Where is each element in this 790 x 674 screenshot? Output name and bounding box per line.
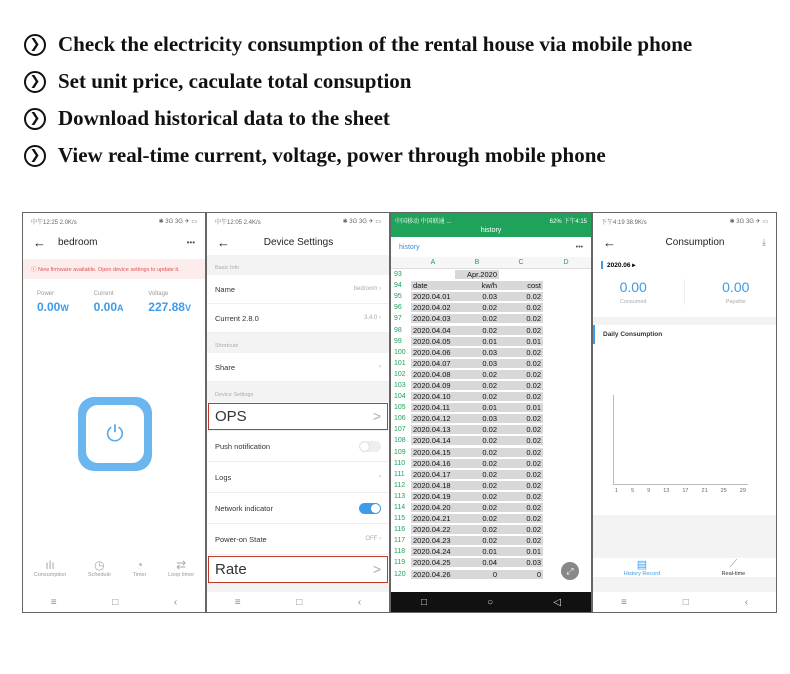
sheet-cell[interactable]: 0.02 <box>455 448 499 457</box>
current-metric <box>94 291 124 314</box>
row-number: 116 <box>394 526 406 534</box>
system-nav <box>207 592 389 612</box>
ops-row[interactable] <box>207 402 389 431</box>
tab-timer[interactable] <box>133 558 147 578</box>
tab-label: Loop timer <box>168 572 195 578</box>
bottom-tabs <box>23 558 205 578</box>
row-label: Network indicator <box>215 503 273 513</box>
sheet-cell[interactable]: 2020.04.21 <box>411 514 455 523</box>
sheet-cell[interactable]: 2020.04.03 <box>411 314 455 323</box>
row-number: 96 <box>394 304 402 312</box>
push-notification-toggle[interactable] <box>359 441 381 452</box>
column-header[interactable]: A <box>430 259 436 266</box>
sheet-cell[interactable]: kw/h <box>455 281 499 290</box>
tab-label: History Record <box>623 571 661 577</box>
row-number: 114 <box>394 504 406 512</box>
status-bar <box>593 213 776 229</box>
column-header[interactable]: C <box>518 259 524 266</box>
status-icons: ✱ 3G 3G ✈ ▭ <box>729 218 768 225</box>
status-time: 中午12:25 2.0K/s <box>31 219 77 226</box>
download-icon[interactable]: ⤓ <box>762 236 766 247</box>
back-icon[interactable]: ‹ <box>744 596 749 608</box>
sheet-cell[interactable]: 2020.04.19 <box>411 492 455 501</box>
sheet-cell[interactable]: 0.02 <box>455 303 499 312</box>
page-title: Consumption <box>665 236 725 248</box>
sheet-cell[interactable]: 0.03 <box>455 348 499 357</box>
system-nav <box>593 592 776 612</box>
phone-screen-consumption <box>592 212 777 613</box>
name-row[interactable] <box>207 275 389 304</box>
page-title: bedroom <box>58 236 98 248</box>
row-number: 100 <box>394 348 406 356</box>
more-icon[interactable]: ••• <box>575 243 583 251</box>
sheet-cell[interactable]: 2020.04.14 <box>411 436 455 445</box>
sheet-cell[interactable]: 2020.04.08 <box>411 370 455 379</box>
sheet-cell[interactable]: 2020.04.17 <box>411 470 455 479</box>
recent-apps-icon[interactable]: □ <box>421 596 428 608</box>
banner-text: New firmware available. Open device settings to update it. <box>38 267 180 273</box>
tab-consumption[interactable] <box>34 558 66 578</box>
tab-label: Real-time <box>721 571 746 577</box>
logs-row[interactable] <box>207 462 389 493</box>
consumption-values <box>601 269 768 311</box>
section-device-settings: Device Settings <box>215 392 254 398</box>
back-icon[interactable]: ‹ <box>173 596 178 608</box>
row-number: 120 <box>394 570 406 578</box>
sheet-cell[interactable]: 2020.04.04 <box>411 326 455 335</box>
row-number: 101 <box>394 359 406 367</box>
chart-title: Daily Consumption <box>593 325 776 344</box>
sheet-row <box>391 336 591 347</box>
sheet-cell[interactable]: 0.02 <box>499 326 543 335</box>
sheet-cell[interactable]: 0.02 <box>499 370 543 379</box>
back-arrow-icon[interactable]: ← <box>603 234 616 250</box>
column-header[interactable]: D <box>563 259 569 266</box>
row-number: 102 <box>394 370 406 378</box>
payable-label: Payable <box>725 299 746 305</box>
sheet-cell[interactable]: 2020.04.07 <box>411 359 455 368</box>
row-number: 97 <box>394 315 402 323</box>
sheet-row <box>391 402 591 413</box>
row-label: Power-on State <box>215 534 267 544</box>
consumed-value: 0.00 <box>619 279 647 295</box>
status-bar <box>23 213 205 229</box>
sheet-row <box>391 535 591 546</box>
chevron-right-icon: ❯ <box>24 71 46 93</box>
sheet-cell[interactable]: 2020.04.01 <box>411 292 455 301</box>
menu-icon[interactable]: ≡ <box>234 596 241 608</box>
sheet-cell[interactable]: 2020.04.12 <box>411 414 455 423</box>
sheet-cell[interactable]: 0.02 <box>499 459 543 468</box>
system-nav <box>23 592 205 612</box>
sheet-cell[interactable]: 0.02 <box>499 470 543 479</box>
chevron-right-icon: ❯ <box>24 108 46 130</box>
sheet-row <box>391 469 591 480</box>
expand-icon[interactable]: ⤢ <box>561 562 579 580</box>
sheet-cell[interactable]: 0.02 <box>455 503 499 512</box>
tab-loop-timer[interactable] <box>168 558 194 578</box>
menu-icon[interactable]: ≡ <box>620 596 627 608</box>
sheet-grid <box>391 269 591 592</box>
row-number: 110 <box>394 459 406 467</box>
row-number: 99 <box>394 337 402 345</box>
sheet-row <box>391 546 591 557</box>
sheet-row <box>391 502 591 513</box>
sheet-row <box>391 280 591 291</box>
sheet-row <box>391 447 591 458</box>
status-bar <box>391 213 591 227</box>
current-version-row[interactable] <box>207 304 389 333</box>
section-basic-info: Basic Info <box>215 265 240 271</box>
sheet-row <box>391 413 591 424</box>
status-bar <box>207 213 389 229</box>
feature-item <box>24 32 692 57</box>
sheet-cell[interactable]: 2020.04.26 <box>411 570 455 579</box>
sheet-cell[interactable]: 2020.04.13 <box>411 425 455 434</box>
phone-screen-sheet <box>390 212 592 613</box>
sheet-cell[interactable]: 2020.04.20 <box>411 503 455 512</box>
share-row[interactable] <box>207 353 389 382</box>
sheet-cell[interactable]: 0.02 <box>499 514 543 523</box>
sheet-row <box>391 324 591 335</box>
sheet-cell[interactable]: 0.02 <box>499 414 543 423</box>
sheet-row <box>391 491 591 502</box>
sheet-cell[interactable]: 0.02 <box>499 359 543 368</box>
month-label: 2020.06 ▸ <box>607 262 636 269</box>
sheet-cell[interactable]: 0.03 <box>455 292 499 301</box>
sheet-row <box>391 424 591 435</box>
back-icon[interactable]: ◁ <box>553 596 561 608</box>
sheet-cell[interactable]: 0.02 <box>455 381 499 390</box>
feature-text: View real-time current, voltage, power through mobile phone <box>58 143 606 167</box>
sheet-cell[interactable]: 0.02 <box>499 314 543 323</box>
column-headers <box>391 257 591 269</box>
row-label: OPS <box>215 407 247 425</box>
network-indicator-row <box>207 493 389 524</box>
sheet-cell[interactable]: 0.02 <box>455 525 499 534</box>
x-tick-label: 9 <box>647 488 651 494</box>
sheet-cell[interactable]: 0.02 <box>499 436 543 445</box>
menu-icon[interactable]: ≡ <box>50 596 57 608</box>
phone-screen-device <box>22 212 206 613</box>
row-number: 118 <box>394 548 406 556</box>
tab-schedule[interactable] <box>88 558 111 578</box>
current-value: 0.00 <box>93 300 117 314</box>
month-selector[interactable] <box>601 261 768 269</box>
back-icon[interactable]: ‹ <box>357 596 362 608</box>
row-number: 109 <box>394 448 406 456</box>
row-number: 95 <box>394 293 402 301</box>
sheet-cell[interactable]: 2020.04.24 <box>411 547 455 556</box>
sheet-cell[interactable]: 0.03 <box>455 359 499 368</box>
payable-value: 0.00 <box>722 279 750 295</box>
sheet-cell[interactable]: 0 <box>499 570 543 579</box>
sheet-cell[interactable]: 0.02 <box>499 303 543 312</box>
row-number: 107 <box>394 426 406 434</box>
line-chart-icon: ⟋ <box>729 558 738 570</box>
sheet-cell[interactable]: 0.02 <box>455 470 499 479</box>
tab-label: Consumption <box>33 572 67 578</box>
section-shortcuts: Shortcuts <box>215 343 239 349</box>
alarm-icon: ◷ <box>94 558 105 572</box>
power-metric <box>37 291 69 314</box>
sheet-tab-row <box>391 237 591 257</box>
row-number: 93 <box>394 271 402 279</box>
consumed-block <box>620 279 647 305</box>
row-number: 104 <box>394 393 406 401</box>
chart-axis <box>613 395 748 485</box>
sheet-cell[interactable]: 0.02 <box>455 459 499 468</box>
tab-history-record[interactable] <box>624 558 660 577</box>
sheet-cell[interactable]: 2020.04.18 <box>411 481 455 490</box>
row-number: 94 <box>394 282 402 290</box>
row-number: 106 <box>394 415 406 423</box>
sheet-cell[interactable]: 0.02 <box>455 326 499 335</box>
chevron-right-icon: ❯ <box>24 145 46 167</box>
sheet-row <box>391 369 591 380</box>
sheet-row <box>391 480 591 491</box>
row-number: 98 <box>394 326 402 334</box>
sheet-cell[interactable]: 0.02 <box>455 514 499 523</box>
sheet-cell[interactable]: 0.04 <box>455 558 499 567</box>
row-number: 119 <box>394 559 406 567</box>
row-value: OFF <box>365 536 378 542</box>
sheet-cell[interactable]: 0.02 <box>455 425 499 434</box>
sheet-cell[interactable]: 0.01 <box>499 337 543 346</box>
payable-block <box>722 279 749 305</box>
status-time: 下午4:19 38.9K/s <box>601 219 647 226</box>
back-arrow-icon[interactable]: ← <box>217 234 230 250</box>
back-arrow-icon[interactable]: ← <box>33 234 46 250</box>
power-unit: W <box>60 303 69 313</box>
row-number: 105 <box>394 404 406 412</box>
row-number: 113 <box>394 492 406 500</box>
power-value: 0.00 <box>37 300 61 314</box>
sheet-cell[interactable]: 2020.04.23 <box>411 536 455 545</box>
x-ticks <box>615 488 746 494</box>
sheet-cell[interactable]: 0.01 <box>455 403 499 412</box>
row-number: 112 <box>394 481 406 489</box>
chevron-right-icon: › <box>379 364 381 370</box>
sheet-row <box>391 358 591 369</box>
x-tick-label: 1 <box>615 488 619 494</box>
status-time: 中午12:05 2.4K/s <box>215 219 261 226</box>
sheet-row <box>391 313 591 324</box>
rate-row[interactable] <box>207 555 389 584</box>
status-icons: ✱ 3G 3G ✈ ▭ <box>342 218 381 225</box>
feature-text: Check the electricity consumption of the rental house via mobile phone <box>58 32 693 56</box>
chevron-right-icon: › <box>379 536 381 542</box>
sheet-cell[interactable]: 2020.04.25 <box>411 558 455 567</box>
row-label: Rate <box>215 560 247 578</box>
power-toggle-button[interactable] <box>78 397 152 471</box>
push-notification-row <box>207 431 389 462</box>
sheet-cell[interactable]: 0.02 <box>455 436 499 445</box>
status-carriers: 中国移动 中国联通 ... <box>395 218 452 225</box>
app-bar <box>207 229 389 255</box>
sheet-row <box>391 391 591 402</box>
tab-label: Timer <box>132 572 147 578</box>
consumed-label: Consumed <box>619 299 647 305</box>
sheet-cell[interactable]: 0.02 <box>499 392 543 401</box>
chevron-right-icon: > <box>372 561 381 577</box>
firmware-banner[interactable] <box>23 259 205 279</box>
tab-label: Schedule <box>87 572 111 578</box>
tab-real-time[interactable] <box>722 558 746 577</box>
sheet-cell[interactable]: 0.02 <box>455 370 499 379</box>
voltage-label: Voltage <box>148 291 169 297</box>
sheet-cell[interactable]: 0.01 <box>455 337 499 346</box>
power-icon: ⏻ <box>86 405 144 463</box>
home-icon[interactable]: ○ <box>487 596 494 608</box>
current-unit: A <box>117 303 124 313</box>
row-value: bedroom <box>353 286 378 292</box>
feature-text: Download historical data to the sheet <box>58 106 390 130</box>
alert-icon: ⓘ <box>31 267 37 273</box>
row-label: Share <box>215 362 236 372</box>
row-number: 117 <box>394 537 406 545</box>
status-icons: ✱ 3G 3G ✈ ▭ <box>158 218 197 225</box>
sheet-row <box>391 291 591 302</box>
chevron-right-icon: › <box>379 474 381 480</box>
sheet-cell[interactable]: 0.02 <box>499 292 543 301</box>
x-tick-label: 21 <box>701 488 708 494</box>
sheet-cell[interactable]: 0.02 <box>499 492 543 501</box>
sheet-row <box>391 269 591 280</box>
home-icon[interactable]: □ <box>296 596 303 608</box>
sheet-cell[interactable]: 0.02 <box>455 481 499 490</box>
voltage-unit: V <box>184 303 191 313</box>
metrics-row <box>23 279 205 314</box>
row-value: 3.4.0 <box>363 315 378 321</box>
loop-icon: ⇄ <box>176 558 187 572</box>
sheet-cell[interactable]: 2020.04.09 <box>411 381 455 390</box>
sheet-row <box>391 435 591 446</box>
row-number: 115 <box>394 515 406 523</box>
sheet-cell[interactable]: 0.01 <box>499 547 543 556</box>
summary-card <box>593 255 776 317</box>
sheet-cell[interactable]: 0.01 <box>455 547 499 556</box>
sheet-cell[interactable]: 0.03 <box>455 414 499 423</box>
x-tick-label: 5 <box>631 488 635 494</box>
home-icon[interactable]: □ <box>112 596 119 608</box>
sheet-cell[interactable]: 0.02 <box>499 481 543 490</box>
sheet-row <box>391 302 591 313</box>
home-icon[interactable]: □ <box>682 596 689 608</box>
sheet-cell[interactable]: 0.02 <box>455 314 499 323</box>
row-label: Name <box>215 284 236 294</box>
sheet-cell[interactable]: 0.02 <box>499 448 543 457</box>
page-title: Device Settings <box>263 236 334 248</box>
timer-icon: ◔ <box>135 558 144 572</box>
daily-consumption-chart <box>593 325 776 515</box>
sheet-cell[interactable]: 0.02 <box>455 492 499 501</box>
chevron-right-icon: > <box>372 408 381 424</box>
voltage-metric <box>148 291 191 314</box>
column-header[interactable]: B <box>474 259 480 266</box>
row-number: 108 <box>394 437 406 445</box>
sheet-cell[interactable]: date <box>411 281 455 290</box>
row-label: Current 2.8.0 <box>215 313 259 323</box>
sheet-cell[interactable]: 0.02 <box>455 536 499 545</box>
sheet-cell[interactable]: cost <box>499 281 543 290</box>
sheet-row <box>391 513 591 524</box>
sheet-cell[interactable]: 2020.04.22 <box>411 525 455 534</box>
sheet-cell[interactable]: Apr.2020 <box>455 270 499 279</box>
sheet-row <box>391 524 591 535</box>
bottom-tabs <box>593 558 776 577</box>
power-on-state-row[interactable] <box>207 524 389 555</box>
document-icon: ▤ <box>636 559 648 571</box>
x-tick-label: 13 <box>663 488 670 494</box>
sheet-title <box>391 227 591 237</box>
sheet-cell[interactable]: 0.02 <box>455 392 499 401</box>
sheet-cell[interactable]: 2020.04.02 <box>411 303 455 312</box>
system-nav <box>391 592 591 612</box>
title-text: history <box>480 227 502 234</box>
sheet-cell[interactable]: 2020.04.06 <box>411 348 455 357</box>
bar-chart-icon: ılı <box>45 558 55 572</box>
sheet-row <box>391 458 591 469</box>
sheet-cell[interactable]: 0 <box>455 570 499 579</box>
feature-item <box>24 143 606 168</box>
sheet-cell[interactable]: 0.02 <box>499 425 543 434</box>
sheet-row <box>391 347 591 358</box>
row-number: 103 <box>394 381 406 389</box>
sheet-cell[interactable]: 0.02 <box>499 536 543 545</box>
chevron-right-icon: › <box>379 315 381 321</box>
x-tick-label: 29 <box>739 488 746 494</box>
sheet-cell[interactable]: 0.02 <box>499 503 543 512</box>
feature-item <box>24 106 390 131</box>
row-label: Push notification <box>215 441 271 451</box>
row-label: Logs <box>215 472 232 482</box>
sheet-cell[interactable]: 2020.04.15 <box>411 448 455 457</box>
row-number: 111 <box>394 470 405 478</box>
chevron-right-icon: ❯ <box>24 34 46 56</box>
network-indicator-toggle[interactable] <box>359 503 381 514</box>
phone-screen-settings <box>206 212 390 613</box>
sheet-tab[interactable]: history <box>399 243 420 251</box>
current-label: Current <box>93 291 114 297</box>
app-bar <box>593 229 776 255</box>
sheet-cell[interactable]: 2020.04.10 <box>411 392 455 401</box>
x-tick-label: 25 <box>720 488 727 494</box>
app-bar <box>23 229 205 255</box>
chevron-right-icon: › <box>379 286 381 292</box>
sheet-cell[interactable]: 2020.04.05 <box>411 337 455 346</box>
sheet-cell[interactable]: 0.02 <box>499 525 543 534</box>
voltage-value: 227.88 <box>148 300 185 314</box>
status-icons: 62% 下午4:15 <box>549 218 587 225</box>
sheet-cell[interactable]: 0.03 <box>499 558 543 567</box>
power-label: Power <box>37 291 55 297</box>
feature-item <box>24 69 411 94</box>
feature-text: Set unit price, caculate total consuption <box>58 69 412 93</box>
sheet-cell[interactable]: 2020.04.11 <box>411 403 455 412</box>
sheet-cell[interactable]: 2020.04.16 <box>411 459 455 468</box>
sheet-row <box>391 380 591 391</box>
x-tick-label: 17 <box>682 488 689 494</box>
sheet-cell[interactable]: 0.01 <box>499 403 543 412</box>
sheet-cell[interactable]: 0.02 <box>499 348 543 357</box>
more-icon[interactable]: ••• <box>186 237 195 247</box>
sheet-cell[interactable]: 0.02 <box>499 381 543 390</box>
